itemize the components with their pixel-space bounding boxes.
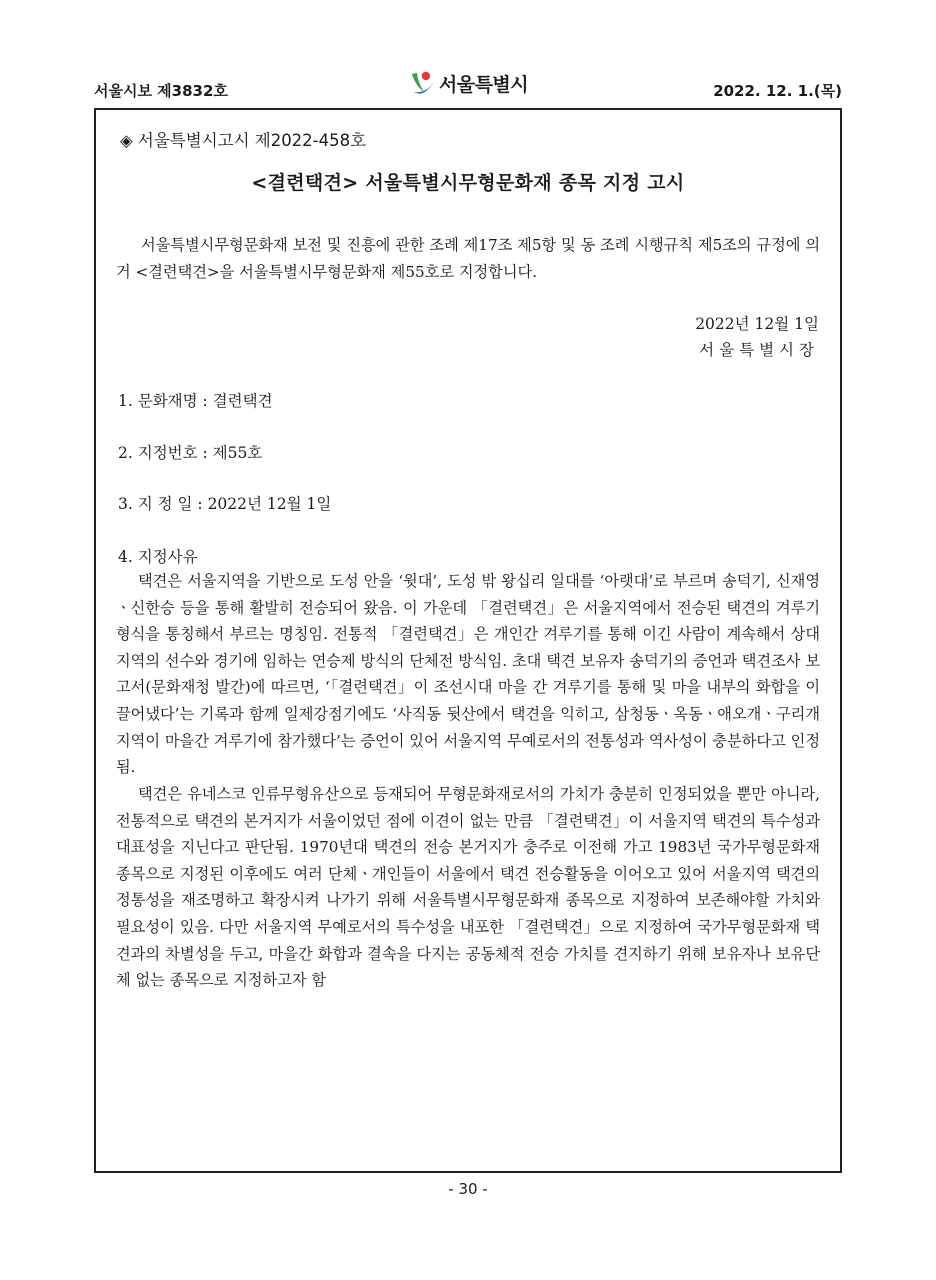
- item-designation-date: 3. 지 정 일 : 2022년 12월 1일: [118, 495, 332, 513]
- notice-title: <결련택견> 서울특별시무형문화재 종목 지정 고시: [251, 172, 685, 194]
- item-cultural-property-name: 1. 문화재명 : 결련택견: [118, 392, 273, 410]
- publication-number: 서울시보 제3832호: [94, 82, 228, 100]
- logo-text: 서울특별시: [438, 73, 529, 96]
- page-header: [94, 66, 842, 110]
- intro-paragraph: 서울특별시무형문화재 보전 및 진흥에 관한 조례 제17조 제5항 및 동 조례 시행규칙 제5조의 규정에 의거 <결련택견>을 서울특별시무형문화재 제55호로 지정합니다.: [116, 236, 820, 281]
- seoul-logo-icon: [408, 68, 436, 98]
- item-designation-number: 2. 지정번호 : 제55호: [118, 444, 263, 462]
- publication-date: 2022. 12. 1.(목): [713, 82, 842, 100]
- reason-paragraph-1: 택견은 서울지역을 기반으로 도성 안을 ‘윗대’, 도성 밖 왕십리 일대를 ‘아랫대’로 부르며 송덕기, 신재영ㆍ신한승 등을 통해 활발히 전승되어 왔음. 이 가운데 「결련택견」은 서울지역에서 전승된 택견의 겨루기 형식을 통칭해서 부르는 명칭임. 전통적 「결련택견」은 개인간 겨루기를 통해 이긴 사람이 계속해서 상대 지역의 선수와 경기에 임하는 연승제 방식의 단체전 방식임. 초대 택견 보유자 송덕기의 증언과 택견조사 보고서(문화재청 발간)에 따르면, ‘「결련택견」이 조선시대 마을 간 겨루기를 통해 및 마을 내부의 화합을 이끌어냈다’는 기록과 함께 일제강점기에도 ‘사직동 뒷산에서 택견을 익히고, 삼청동ㆍ옥동ㆍ애오개ㆍ구리개 지역이 마을간 겨루기에 참가했다’는 증언이 있어 서울지역 무예로서의 전통성과 역사성이 충분하다고 인정됨.: [116, 572, 820, 777]
- reason-paragraph-2: 택견은 유네스코 인류무형유산으로 등재되어 무형문화재로서의 가치가 충분히 인정되었을 뿐만 아니라, 전통적으로 택견의 본거지가 서울이었던 점에 이견이 없는 만큼 「결련택견」이 서울지역 택견의 특수성과 대표성을 지닌다고 판단됨. 1970년대 택견의 전승 본거지가 충주로 이전해 가고 1983년 국가무형문화재 종목으로 지정된 이후에도 여러 단체ㆍ개인들이 서울에서 택견 전승활동을 이어오고 있어 서울지역 택견의 정통성을 재조명하고 확장시켜 나가기 위해 서울특별시무형문화재 종목으로 지정하여 보존해야할 가치와 필요성이 있음. 다만 서울지역 무예로서의 특수성을 내포한 「결련택견」으로 지정하여 국가무형문화재 택견과의 차별성을 두고, 마을간 화합과 결속을 다지는 공동체적 전승 가치를 견지하기 위해 보유자나 보유단체 없는 종목으로 지정하고자 함: [116, 785, 820, 990]
- seoul-logo: [408, 68, 528, 98]
- signatory: 서울특별시장: [699, 341, 819, 359]
- notice-number: ◈ 서울특별시고시 제2022-458호: [120, 131, 367, 150]
- page-number: - 30 -: [448, 1180, 488, 1198]
- item-reason-heading: 4. 지정사유: [118, 548, 198, 566]
- sign-date: 2022년 12월 1일: [695, 315, 819, 333]
